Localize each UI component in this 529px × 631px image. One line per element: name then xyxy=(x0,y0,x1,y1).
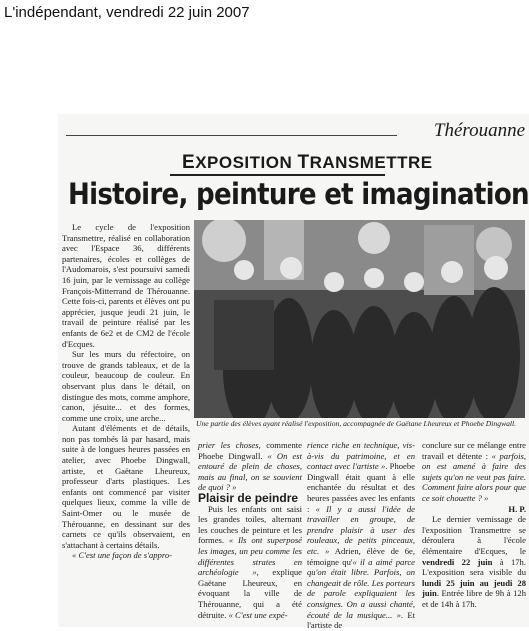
headline: Histoire, peinture et imagination xyxy=(68,177,529,211)
quote: « parfois, on est amené à faire des sujets qu'on ne veut pas faire. Comment faire alors pour que ce soit chouette ? » xyxy=(422,450,526,503)
kicker-initial-1: E xyxy=(182,152,196,173)
section-title: Thérouanne xyxy=(433,120,525,141)
quote: « Il y a aussi l'idée de travailler en groupe, de prendre plaisir à user des rouleaux, de petits pinceaux, etc. » xyxy=(307,503,415,556)
quote: « Ils ont superposé les images, un peu comme les différentes strates en archéologie » xyxy=(198,535,302,578)
paragraph: « C'est une façon de s'appro- xyxy=(72,550,173,561)
kicker xyxy=(182,152,433,174)
quote: rience riche en technique, vis-à-vis du patrimoine, et en contact avec l'artiste » xyxy=(307,440,415,472)
subheading: Plaisir de peindre xyxy=(198,490,299,505)
text-fragment: , commente Phoebe Dingwall. xyxy=(198,440,302,461)
photo-caption: Une partie des élèves ayant réalisé l'exposition, accompagnée de Gaëtane Lheureux et Phoebe Dingwall. xyxy=(196,419,516,428)
text-fragment: Le dernier vernissage de l'exposition Transmettre se déroulera à l'école élémentaire d'Ecques, le xyxy=(422,514,526,556)
text-fragment: Adrien, élève de 6e, témoigne qu' xyxy=(307,545,415,567)
page-header: L'indépendant, vendredi 22 juin 2007 xyxy=(4,4,250,21)
photo-illustration xyxy=(194,220,525,418)
text-fragment: à 17h. L'exposition sera visible du xyxy=(422,556,527,578)
text-fragment: conclure sur ce mélange entre travail et détente : xyxy=(422,440,526,461)
date-highlight: lundi 25 juin au jeudi 28 juin xyxy=(422,577,526,599)
quote-fragment: « C'est une expé- xyxy=(228,609,288,620)
article-column-2 xyxy=(198,440,302,620)
quote: « il a aimé parce qu'on était libre. Parfois, on changeait de rôle. Les porteurs de parole expliquaient les consignes. On a aussi chanté, écouté de la musique... » xyxy=(307,556,415,620)
text-fragment: . Entrée libre de 9h à 12h et de 14h à 17h. xyxy=(422,588,526,609)
paragraph: Le cycle de l'exposition Transmettre, réalisé en collaboration avec l'Espace 36, différents partenaires, écoles et collèges de l'Audomarois, s'est poursuivi samedi 16 juin, par le vernissage au collège François-Mitterrand de Thérouanne. Cette fois-ci, parents et élèves ont pu apprécier, jusque jeudi 21 juin, le travail de peinture réalisé par les enfants de 6e2 et de CM2 de l'école d'Ecques. xyxy=(62,222,190,349)
group-photo xyxy=(194,220,525,418)
text-fragment: , explique Gaëtane Lheureux, en évoquant la ville de Thérouanne, qui a été détruite. xyxy=(198,567,302,620)
date-highlight: vendredi 22 juin xyxy=(422,556,493,567)
agenda-paragraph xyxy=(422,514,526,609)
paragraph: Sur les murs du réfectoire, on trouve de grands tableaux, et de la couleur, beaucoup de couleur. En observant plus dans le détail, on distingue des mots, comme amphore, canon, jésuite... et des formes, comme une croix, une arche... xyxy=(62,349,190,423)
kicker-text-2: RANSMETTRE xyxy=(309,153,433,172)
author-signature: H. P. xyxy=(508,503,526,514)
text-fragment: . Et l'artiste de xyxy=(307,609,415,631)
kicker-initial-2: T xyxy=(297,152,310,173)
text-fragment: Puis les enfants ont saisi les grandes toiles, alternant les couches de peinture et les formes. xyxy=(198,503,302,546)
article-column-1 xyxy=(62,222,190,561)
article-column-3 xyxy=(307,440,415,631)
text-fragment: . Phoebe Dingwall était quant à elle enchantée du résultat et des heures passées avec les enfants : xyxy=(307,461,415,514)
quote: « On est entouré de plein de choses, mais au final, on se souvient de quoi ? » xyxy=(198,450,302,493)
section-rule xyxy=(66,135,397,136)
article-column-4 xyxy=(422,440,526,610)
quote-fragment: prier les choses xyxy=(198,440,259,450)
kicker-text-1: XPOSITION xyxy=(195,153,298,172)
paragraph: Autant d'éléments et de détails, non pas tombés là par hasard, mais suite à de longues heures passées en atelier, avec Phoebe Dingwall, artiste, et Gaëtane Lheureux, professeur d'arts plastiques. Les enfants ont commencé par visiter quelques lieux, comme la ville de Saint-Omer ou le musée de Thérouanne, en dessinant sur des carnets ce qu'ils observaient, en s'attachant à certains détails. xyxy=(62,423,190,550)
